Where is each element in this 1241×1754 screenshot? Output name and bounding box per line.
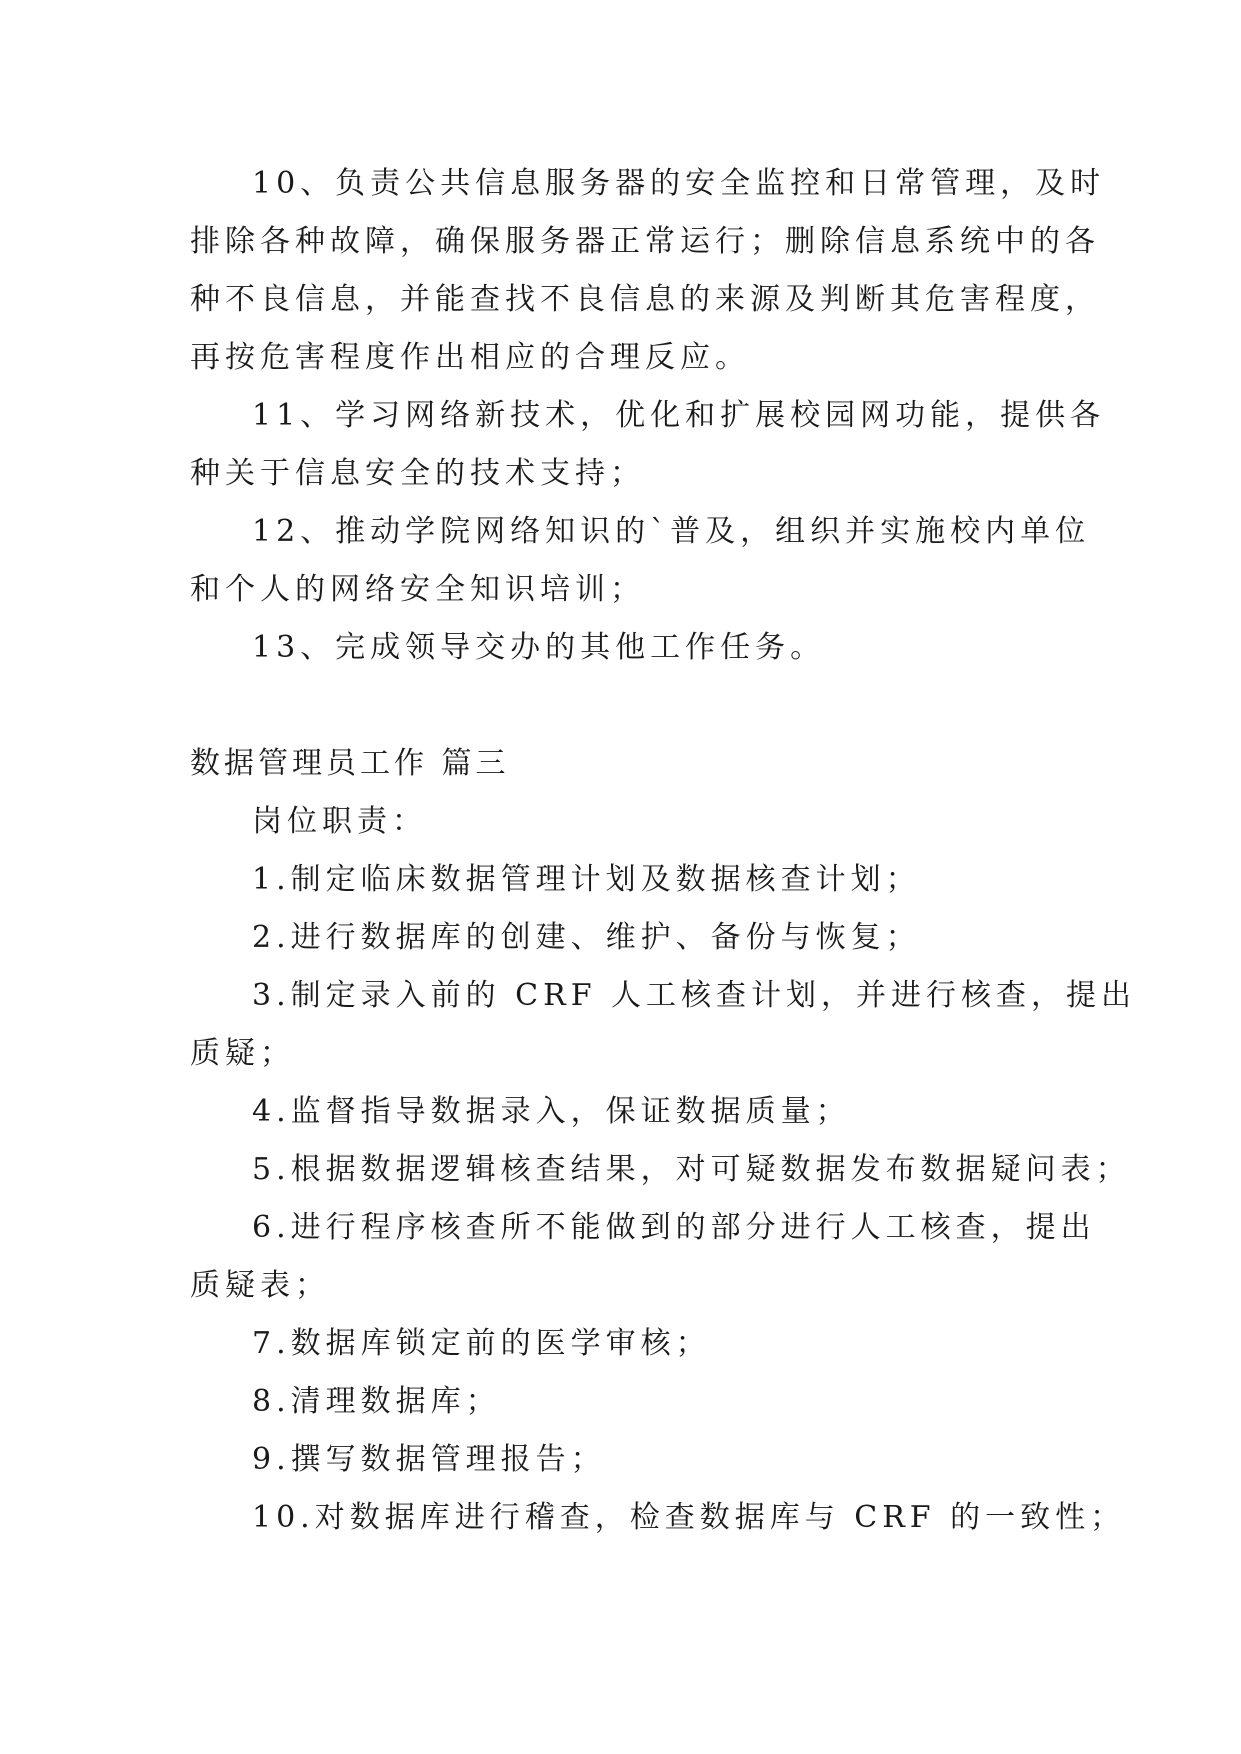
duty-item-10: 10.对数据库进行稽查，检查数据库与 CRF 的一致性； [252,1500,1126,1535]
item-12-line-2: 和个人的网络安全知识培训； [190,572,645,607]
duty-item-8: 8.清理数据库； [252,1384,501,1419]
item-11-line-1: 11、学习网络新技术，优化和扩展校园网功能，提供各 [252,398,1106,433]
section-heading: 数据管理员工作 篇三 [190,746,510,781]
duty-item-3-line-1: 3.制定录入前的 CRF 人工核查计划，并进行核查，提出 [252,978,1137,1013]
item-13-line-1: 13、完成领导交办的其他工作任务。 [252,630,826,665]
item-10-line-2: 排除各种故障，确保服务器正常运行；删除信息系统中的各 [190,224,1100,259]
item-10-line-3: 种不良信息，并能查找不良信息的来源及判断其危害程度， [190,282,1100,317]
item-10-line-4: 再按危害程度作出相应的合理反应。 [190,340,750,375]
duty-item-4: 4.监督指导数据录入，保证数据质量； [252,1094,851,1129]
duty-item-3-line-2: 质疑； [190,1036,295,1071]
duty-item-6-line-2: 质疑表； [190,1268,330,1303]
item-11-line-2: 种关于信息安全的技术支持； [190,456,645,491]
duty-item-2: 2.进行数据库的创建、维护、备份与恢复； [252,920,921,955]
item-12-line-1: 12、推动学院网络知识的`普及，组织并实施校内单位 [252,514,1091,549]
duty-item-5: 5.根据数据逻辑核查结果，对可疑数据发布数据疑问表； [252,1152,1131,1187]
duty-item-9: 9.撰写数据管理报告； [252,1442,606,1477]
duty-item-7: 7.数据库锁定前的医学审核； [252,1326,711,1361]
duties-label: 岗位职责： [252,804,427,839]
item-10-line-1: 10、负责公共信息服务器的安全监控和日常管理，及时 [252,166,1106,201]
duty-item-6-line-1: 6.进行程序核查所不能做到的部分进行人工核查，提出 [252,1210,1096,1245]
duty-item-1: 1.制定临床数据管理计划及数据核查计划； [252,862,921,897]
